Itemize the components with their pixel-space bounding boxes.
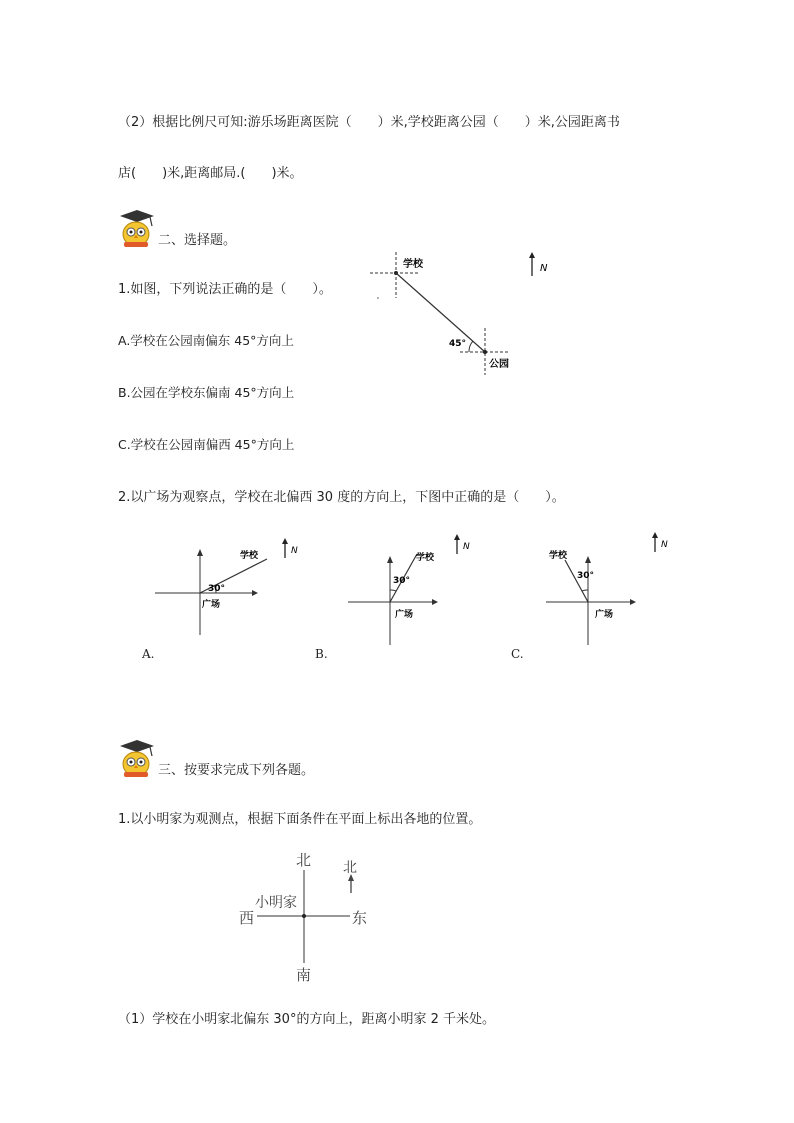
- s2q1-option-b: B.公园在学校东偏南 45°方向上: [118, 385, 295, 400]
- north-label: 北: [296, 851, 312, 869]
- owl-mascot-icon: [116, 738, 158, 780]
- s2q2-letter-a: A.: [142, 647, 155, 661]
- school-label: 学校: [416, 553, 435, 563]
- home-point: [302, 914, 306, 918]
- park-label: 公园: [489, 359, 509, 370]
- q2-text-line1: （2）根据比例尺可知:游乐场距离医院（ ）米,学校距离公园（ ）米,公园距离书: [118, 115, 620, 130]
- s3q1-sub1: （1）学校在小明家北偏东 30°的方向上，距离小明家 2 千米处。: [118, 1012, 495, 1027]
- angle-arc: [469, 341, 473, 352]
- park-point: [483, 350, 487, 354]
- s2q1-stem: 1.如图，下列说法正确的是（ ）。: [118, 282, 332, 297]
- owl-mascot-icon: [116, 208, 158, 250]
- north-label: N: [540, 263, 548, 274]
- square-label: 广场: [595, 610, 614, 620]
- school-label: 学校: [549, 551, 568, 561]
- angle-label: 30°: [393, 576, 411, 586]
- s2q2-figure-b: [345, 530, 495, 650]
- school-park-line: [396, 273, 485, 352]
- angle-label: 30°: [577, 571, 595, 581]
- school-label: 学校: [240, 551, 259, 561]
- s2q2-letter-b: B.: [315, 647, 328, 661]
- north-label: N: [463, 542, 470, 552]
- north-label: N: [291, 546, 298, 556]
- s2q2-figure-a: [150, 530, 320, 645]
- section3-header: [116, 738, 314, 780]
- square-label: 广场: [202, 600, 221, 610]
- arrow-north-label: 北: [343, 860, 357, 876]
- s2q1-option-c: C.学校在公园南偏西 45°方向上: [118, 437, 295, 452]
- south-label: 南: [296, 966, 312, 984]
- section2-title: 二、选择题。: [158, 233, 237, 248]
- s3q1-stem: 1.以小明家为观测点，根据下面条件在平面上标出各地的位置。: [118, 812, 482, 827]
- angle-label: 30°: [208, 584, 226, 594]
- angle-label: 45°: [449, 339, 467, 349]
- school-label: 学校: [403, 259, 423, 270]
- section2-header: [116, 208, 236, 250]
- square-label: 广场: [395, 610, 414, 620]
- west-label: 西: [239, 909, 255, 927]
- east-label: 东: [352, 909, 368, 927]
- north-label: N: [661, 540, 668, 550]
- s3q1-figure: [225, 845, 405, 985]
- school-direction-line: [565, 560, 588, 602]
- s2q1-figure: [360, 240, 560, 380]
- home-label: 小明家: [255, 895, 297, 911]
- s2q2-stem: 2.以广场为观察点，学校在北偏西 30 度的方向上，下图中正确的是（ ）。: [118, 490, 565, 505]
- s2q1-option-a: A.学校在公园南偏东 45°方向上: [118, 333, 294, 348]
- s2q2-figure-c: [543, 530, 693, 650]
- section3-title: 三、按要求完成下列各题。: [158, 763, 315, 778]
- s2q2-letter-c: C.: [511, 647, 524, 661]
- q2-text-line2: 店( )米,距离邮局.( )米。: [118, 166, 303, 181]
